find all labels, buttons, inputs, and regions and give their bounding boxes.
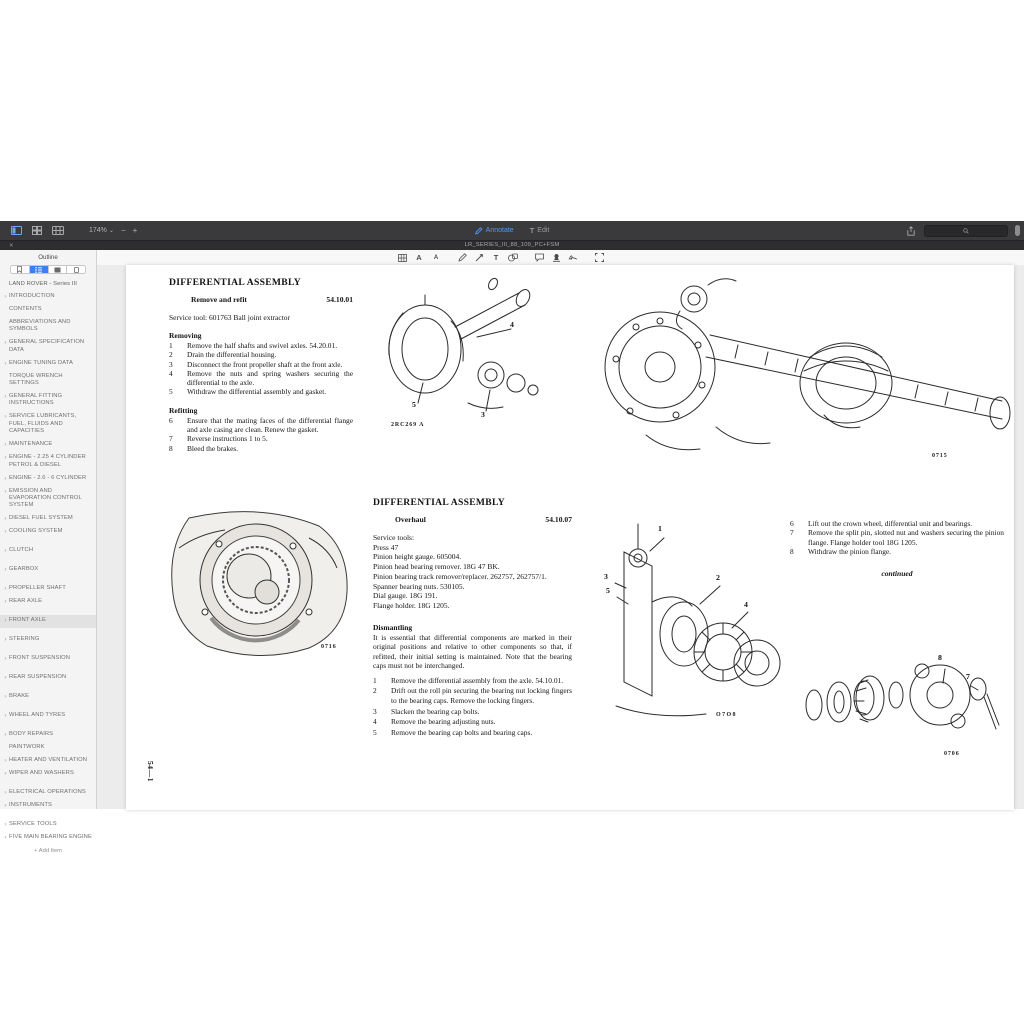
edit-mode-button[interactable]	[530, 226, 550, 235]
step-text: Ensure that the mating faces of the differential flange and axle casing are clean. Renew the gasket.	[187, 415, 353, 435]
sidebar-item-instruments[interactable]	[0, 800, 96, 813]
view-controls	[0, 225, 137, 236]
chevron-right-icon: ›	[4, 547, 7, 555]
procedure-step	[169, 416, 353, 435]
dismantling-intro: It is essential that differential components are marked in their original positions and relative to other components so that, if refitted, their initial setting is maintained. Note that the bearing caps must not be interchanged.	[373, 632, 572, 671]
step-number: 2	[373, 686, 377, 696]
document-tab-bar	[0, 240, 1024, 250]
chevron-right-icon: ›	[4, 757, 7, 765]
sidebar-item-rear-suspension[interactable]	[0, 672, 96, 685]
sidebar-item-label: FIVE MAIN BEARING ENGINE	[9, 834, 92, 841]
sidebar-item-label: EMISSION AND EVAPORATION CONTROL SYSTEM	[9, 487, 82, 509]
sidebar-item-label: WIPER AND WASHERS	[9, 770, 74, 777]
sidebar-item-label: MAINTENANCE	[9, 441, 53, 448]
figure-pinion-flange	[794, 631, 1006, 761]
font-icon[interactable]: A	[433, 254, 439, 261]
figure-callout: 7	[966, 672, 970, 681]
sidebar-item-label: REAR SUSPENSION	[9, 674, 67, 681]
sidebar-item-label: STEERING	[9, 636, 40, 643]
step-text: Drift out the roll pin securing the bearing nut locking fingers to the bearing caps. Remove the locking fingers.	[391, 686, 572, 705]
procedure-step	[169, 369, 353, 388]
step-number: 6	[169, 415, 173, 425]
sidebar-item-engine-2-25-4-cylinder-petrol-diesel[interactable]	[0, 451, 96, 471]
procedure-step	[169, 341, 353, 350]
step-text: Drain the differential housing.	[187, 350, 277, 360]
sidebar-item-introduction[interactable]	[0, 290, 96, 303]
document-page[interactable]	[126, 265, 1014, 810]
sidebar-item-label: SERVICE TOOLS	[9, 821, 57, 828]
figure-callout: 4	[744, 600, 748, 609]
carrier-bearings-drawing	[596, 506, 786, 728]
sidebar-item-abbreviations-and-symbols[interactable]	[0, 316, 96, 336]
sidebar-item-body-repairs[interactable]	[0, 729, 96, 742]
tab-close-icon[interactable]: ✕	[9, 243, 14, 249]
zoom-out-button[interactable]: −	[120, 226, 126, 235]
chevron-right-icon: ›	[4, 528, 7, 536]
procedure-step	[373, 717, 572, 726]
refitting-heading: Refitting	[169, 405, 198, 415]
sidebar-item-label: ENGINE - 2.6 - 6 CYLINDER	[9, 474, 87, 481]
chevron-right-icon: ›	[4, 566, 7, 574]
signature-icon[interactable]	[568, 253, 578, 263]
service-tool-line: Pinion head bearing remover. 18G 47 BK.	[373, 562, 500, 572]
zoom-in-button[interactable]: +	[132, 226, 138, 235]
annotations-tab-icon[interactable]	[67, 266, 85, 273]
step-number: 8	[169, 443, 173, 453]
step-number: 5	[169, 387, 173, 397]
section-subtitle-row	[373, 515, 572, 524]
chevron-right-icon: ›	[4, 598, 7, 606]
service-tool-line: Dial gauge. 18G 191.	[373, 591, 438, 601]
service-tool-line: Pinion height gauge. 605004.	[373, 552, 462, 562]
mode-switcher	[475, 221, 550, 240]
procedure-step	[373, 676, 572, 685]
figure-callout: 4	[510, 320, 514, 329]
operation-code: 54.10.07	[545, 515, 572, 524]
marker-icon[interactable]	[474, 253, 484, 263]
text-style-icon[interactable]: A	[416, 252, 422, 262]
chevron-right-icon: ›	[4, 617, 7, 625]
sidebar-item-heater-and-ventilation[interactable]	[0, 755, 96, 768]
service-tool-line: Pinion bearing track remover/replacer. 262757, 262757/1.	[373, 571, 547, 581]
sidebar-item-electrical-operations[interactable]	[0, 787, 96, 800]
outline-list	[0, 290, 96, 845]
service-tool-line: Flange holder. 18G 1205.	[373, 600, 450, 610]
step-text: Remove the split pin, slotted nut and washers securing the pinion flange. Flange holder tool 18G 1205.	[808, 528, 1004, 547]
chevron-right-icon: ›	[4, 413, 7, 421]
procedure-step	[790, 528, 1004, 547]
service-tools-block	[373, 533, 572, 611]
chevron-down-icon: ⌄	[108, 228, 114, 234]
sidebar-item-steering[interactable]	[0, 634, 96, 647]
sidebar-item-paintwork[interactable]	[0, 742, 96, 755]
sidebar-item-service-tools[interactable]	[0, 819, 96, 832]
toolbar-right	[905, 225, 1024, 237]
sidebar-item-general-specification-data[interactable]	[0, 336, 96, 356]
section-subtitle-row	[169, 295, 353, 304]
chevron-right-icon: ›	[4, 731, 7, 739]
add-item-button[interactable]: + Add Item	[34, 847, 62, 854]
step-number: 1	[169, 341, 173, 350]
sidebar-item-engine-tuning-data[interactable]	[0, 357, 96, 370]
step-number: 1	[373, 675, 377, 685]
removing-heading: Removing	[169, 331, 202, 340]
sidebar-item-label: WHEEL AND TYRES	[9, 712, 66, 719]
sidebar-item-service-lubricants-fuel-fluids-and-capacities[interactable]	[0, 411, 96, 439]
sidebar-item-general-fitting-instructions[interactable]	[0, 390, 96, 410]
axle-assembly-drawing	[588, 265, 1014, 463]
step-number: 3	[169, 359, 173, 369]
sidebar-item-cooling-system[interactable]	[0, 526, 96, 539]
refitting-steps	[169, 416, 353, 453]
operation-name: Remove and refit	[191, 295, 247, 304]
sidebar-item-label: FRONT SUSPENSION	[9, 655, 71, 662]
sidebar-item-label: GENERAL FITTING INSTRUCTIONS	[9, 393, 63, 407]
sidebar-item-torque-wrench-settings[interactable]	[0, 370, 96, 390]
page-background	[97, 265, 1024, 809]
figure-axle-assembly	[588, 265, 1014, 463]
differential-photo-drawing	[159, 508, 356, 658]
search-input[interactable]	[924, 225, 1008, 237]
figure-number: 2RC269 A	[391, 422, 425, 428]
sidebar-item-label: ABBREVIATIONS AND SYMBOLS	[9, 318, 71, 333]
chevron-right-icon: ›	[4, 487, 7, 495]
annotate-label: Annotate	[485, 227, 514, 234]
figure-number: O7O8	[716, 712, 737, 718]
figure-callout: 5	[412, 400, 416, 409]
chevron-right-icon: ›	[4, 441, 7, 449]
chevron-right-icon: ›	[4, 834, 7, 842]
step-number: 7	[790, 528, 794, 538]
step-text: Lift out the crown wheel, differential unit and bearings.	[808, 519, 973, 528]
text-edit-icon: T	[529, 226, 535, 235]
bookmarks-tab-icon[interactable]	[11, 266, 30, 273]
step-text: Remove the bearing cap bolts and bearing caps.	[391, 728, 533, 738]
procedure-step	[169, 350, 353, 359]
sidebar-item-label: BRAKE	[9, 693, 30, 700]
sidebar-toggle-icon[interactable]	[10, 225, 22, 236]
sidebar-item-label: CLUTCH	[9, 547, 34, 554]
thumbnails-tab-icon[interactable]	[49, 266, 68, 273]
step-number: 2	[169, 350, 173, 360]
sidebar-item-label: ELECTRICAL OPERATIONS	[9, 789, 86, 796]
figure-carrier-bearings	[596, 506, 786, 728]
step-text: Bleed the brakes.	[187, 443, 239, 453]
procedure-step	[169, 444, 353, 453]
figure-number: 0716	[321, 644, 337, 650]
dismantling-steps	[373, 676, 572, 738]
sidebar-item-label: FRONT AXLE	[9, 617, 46, 624]
chevron-right-icon: ›	[4, 515, 7, 523]
pdf-app-window	[0, 221, 1024, 854]
sidebar-item-propeller-shaft[interactable]	[0, 583, 96, 596]
sidebar-item-label: GENERAL SPECIFICATION DATA	[9, 339, 85, 353]
shapes-icon[interactable]	[508, 253, 518, 263]
outline-sidebar	[0, 250, 97, 854]
chevron-right-icon: ›	[4, 655, 7, 663]
document-tab-title[interactable]: LR_SERIES_III_88_109_PC+FSM	[464, 242, 560, 248]
sidebar-panel-title: Outline	[38, 254, 58, 261]
sidebar-item-label: CONTENTS	[9, 305, 42, 312]
procedure-step	[790, 519, 1004, 528]
page-number: 54—1	[145, 761, 155, 782]
sidebar-item-label: REAR AXLE	[9, 598, 43, 605]
chevron-right-icon: ›	[4, 292, 7, 300]
service-tool-line: Spanner bearing nuts. 530105.	[373, 581, 465, 591]
pencil-icon[interactable]	[457, 253, 467, 263]
chevron-right-icon: ›	[4, 789, 7, 797]
sidebar-item-label: PAINTWORK	[9, 744, 45, 751]
main-toolbar	[0, 221, 1024, 240]
continued-steps	[790, 519, 1004, 556]
zoom-level-dropdown[interactable]	[89, 227, 114, 234]
sidebar-item-label: HEATER AND VENTILATION	[9, 757, 88, 764]
step-text: Slacken the bearing cap bolts.	[391, 706, 480, 716]
section-title: DIFFERENTIAL ASSEMBLY	[169, 277, 302, 288]
figure-number: 0715	[932, 453, 948, 459]
step-text: Withdraw the pinion flange.	[808, 546, 892, 556]
sidebar-item-wiper-and-washers[interactable]	[0, 768, 96, 781]
sidebar-item-label: BODY REPAIRS	[9, 731, 54, 738]
search-icon	[963, 228, 969, 234]
sidebar-item-label: INTRODUCTION	[9, 292, 55, 299]
chevron-right-icon: ›	[4, 770, 7, 778]
figure-callout: 8	[938, 653, 942, 662]
sidebar-item-label: ENGINE - 2.25 4 CYLINDER PETROL & DIESEL	[9, 454, 86, 468]
sidebar-item-engine-2-6-6-cylinder[interactable]	[0, 472, 96, 485]
chevron-right-icon: ›	[4, 339, 7, 347]
step-number: 6	[790, 519, 794, 528]
sidebar-item-contents[interactable]	[0, 303, 96, 316]
removing-steps	[169, 341, 353, 397]
procedure-step	[373, 686, 572, 705]
sidebar-item-brake[interactable]	[0, 691, 96, 704]
step-text: Disconnect the front propeller shaft at the front axle.	[187, 359, 343, 369]
procedure-step	[169, 360, 353, 369]
sidebar-item-label: COOLING SYSTEM	[9, 528, 63, 535]
chevron-right-icon: ›	[4, 802, 7, 810]
pinion-flange-drawing	[794, 631, 1006, 761]
figure-callout: 5	[606, 586, 610, 595]
sidebar-item-label: DIESEL FUEL SYSTEM	[9, 515, 73, 522]
procedure-step	[169, 434, 353, 443]
operation-name: Overhaul	[395, 515, 426, 524]
service-tool-line: Press 47	[373, 542, 399, 552]
sidebar-item-label: PROPELLER SHAFT	[9, 585, 66, 592]
step-number: 5	[373, 728, 377, 738]
step-number: 3	[373, 706, 377, 716]
sidebar-tab-switcher	[10, 265, 86, 274]
main-view	[97, 250, 1024, 809]
chevron-right-icon: ›	[4, 636, 7, 644]
figure-callout: 3	[481, 410, 485, 419]
procedure-step	[169, 387, 353, 396]
chevron-right-icon: ›	[4, 393, 7, 401]
figure-callout: 2	[716, 573, 720, 582]
sidebar-item-rear-axle[interactable]	[0, 596, 96, 609]
step-number: 8	[790, 546, 794, 556]
figure-exploded-differential	[373, 269, 563, 431]
step-text: Remove the differential assembly from the axle. 54.10.01.	[391, 675, 564, 685]
thumbnail-grid-icon[interactable]	[397, 253, 407, 263]
edit-label: Edit	[537, 227, 550, 234]
continued-label: continued	[881, 569, 913, 579]
stamp-icon[interactable]	[551, 253, 561, 263]
section-title: DIFFERENTIAL ASSEMBLY	[373, 497, 506, 508]
sidebar-item-maintenance[interactable]	[0, 438, 96, 451]
procedure-step	[790, 547, 1004, 556]
figure-differential-photo	[159, 508, 356, 658]
figure-callout: 3	[604, 572, 608, 581]
figure-callout: 1	[658, 524, 662, 533]
sidebar-item-wheel-and-tyres[interactable]	[0, 710, 96, 723]
sidebar-item-clutch[interactable]	[0, 545, 96, 558]
service-tools-heading: Service tools:	[373, 533, 415, 542]
chevron-right-icon: ›	[4, 585, 7, 593]
zoom-level-value: 174%	[89, 227, 107, 234]
procedure-step	[373, 707, 572, 716]
content-area	[0, 250, 1024, 854]
text-tool-icon[interactable]: T	[493, 252, 499, 262]
scrollbar-thumb[interactable]	[1015, 225, 1020, 236]
service-tools-list	[373, 543, 572, 611]
operation-code: 54.10.01	[326, 295, 353, 304]
section-remove-refit	[169, 277, 353, 453]
contact-sheet-icon[interactable]	[52, 225, 64, 236]
sidebar-item-label: INSTRUMENTS	[9, 802, 52, 809]
dismantling-heading: Dismantling	[373, 622, 413, 632]
step-text: Remove the half shafts and swivel axles. 54.20.01.	[187, 341, 338, 350]
step-number: 7	[169, 434, 173, 444]
exploded-differential-drawing	[373, 269, 563, 417]
step-text: Remove the bearing adjusting nuts.	[391, 717, 496, 727]
chevron-right-icon: ›	[4, 454, 7, 462]
step-text: Reverse instructions 1 to 5.	[187, 434, 268, 444]
section-overhaul	[373, 497, 572, 737]
sidebar-item-front-suspension[interactable]	[0, 653, 96, 666]
note-icon[interactable]	[534, 253, 544, 263]
chevron-right-icon: ›	[4, 674, 7, 682]
step-text: Withdraw the differential assembly and gasket.	[187, 387, 327, 397]
sidebar-item-label: ENGINE TUNING DATA	[9, 359, 73, 366]
sidebar-item-label: SERVICE LUBRICANTS, FUEL, FLUIDS AND CAPACITIES	[9, 413, 77, 435]
sidebar-item-label: GEARBOX	[9, 566, 39, 573]
annotate-mode-button[interactable]	[475, 227, 514, 235]
chevron-right-icon: ›	[4, 474, 7, 482]
sidebar-item-five-main-bearing-engine[interactable]	[0, 832, 96, 845]
pencil-icon	[475, 227, 483, 235]
procedure-step	[373, 728, 572, 737]
chevron-right-icon: ›	[4, 359, 7, 367]
section-overhaul-continued	[790, 518, 1004, 578]
step-text: Remove the nuts and spring washers securing the differential to the axle.	[187, 368, 353, 388]
sidebar-item-gearbox[interactable]	[0, 564, 96, 577]
step-number: 4	[169, 368, 173, 378]
outline-tab-icon[interactable]	[30, 266, 49, 273]
chevron-right-icon: ›	[4, 821, 7, 829]
annotation-toolbar	[97, 250, 1024, 266]
crop-icon[interactable]	[594, 253, 604, 263]
figure-number: 0706	[944, 751, 960, 757]
page-thumbnails-icon[interactable]	[31, 225, 43, 236]
step-number: 4	[373, 717, 377, 727]
service-tool-line: Service tool: 601763 Ball joint extractor	[169, 313, 291, 322]
chevron-right-icon: ›	[4, 712, 7, 720]
sidebar-item-label: TORQUE WRENCH SETTINGS	[9, 372, 63, 387]
chevron-right-icon: ›	[4, 693, 7, 701]
share-icon[interactable]	[905, 225, 917, 236]
sidebar-item-diesel-fuel-system[interactable]	[0, 513, 96, 526]
outline-root-item[interactable]: LAND ROVER - Series III	[9, 281, 78, 287]
sidebar-item-front-axle[interactable]	[0, 615, 96, 628]
zoom-controls	[89, 226, 137, 235]
sidebar-item-emission-and-evaporation-control-system[interactable]	[0, 485, 96, 513]
